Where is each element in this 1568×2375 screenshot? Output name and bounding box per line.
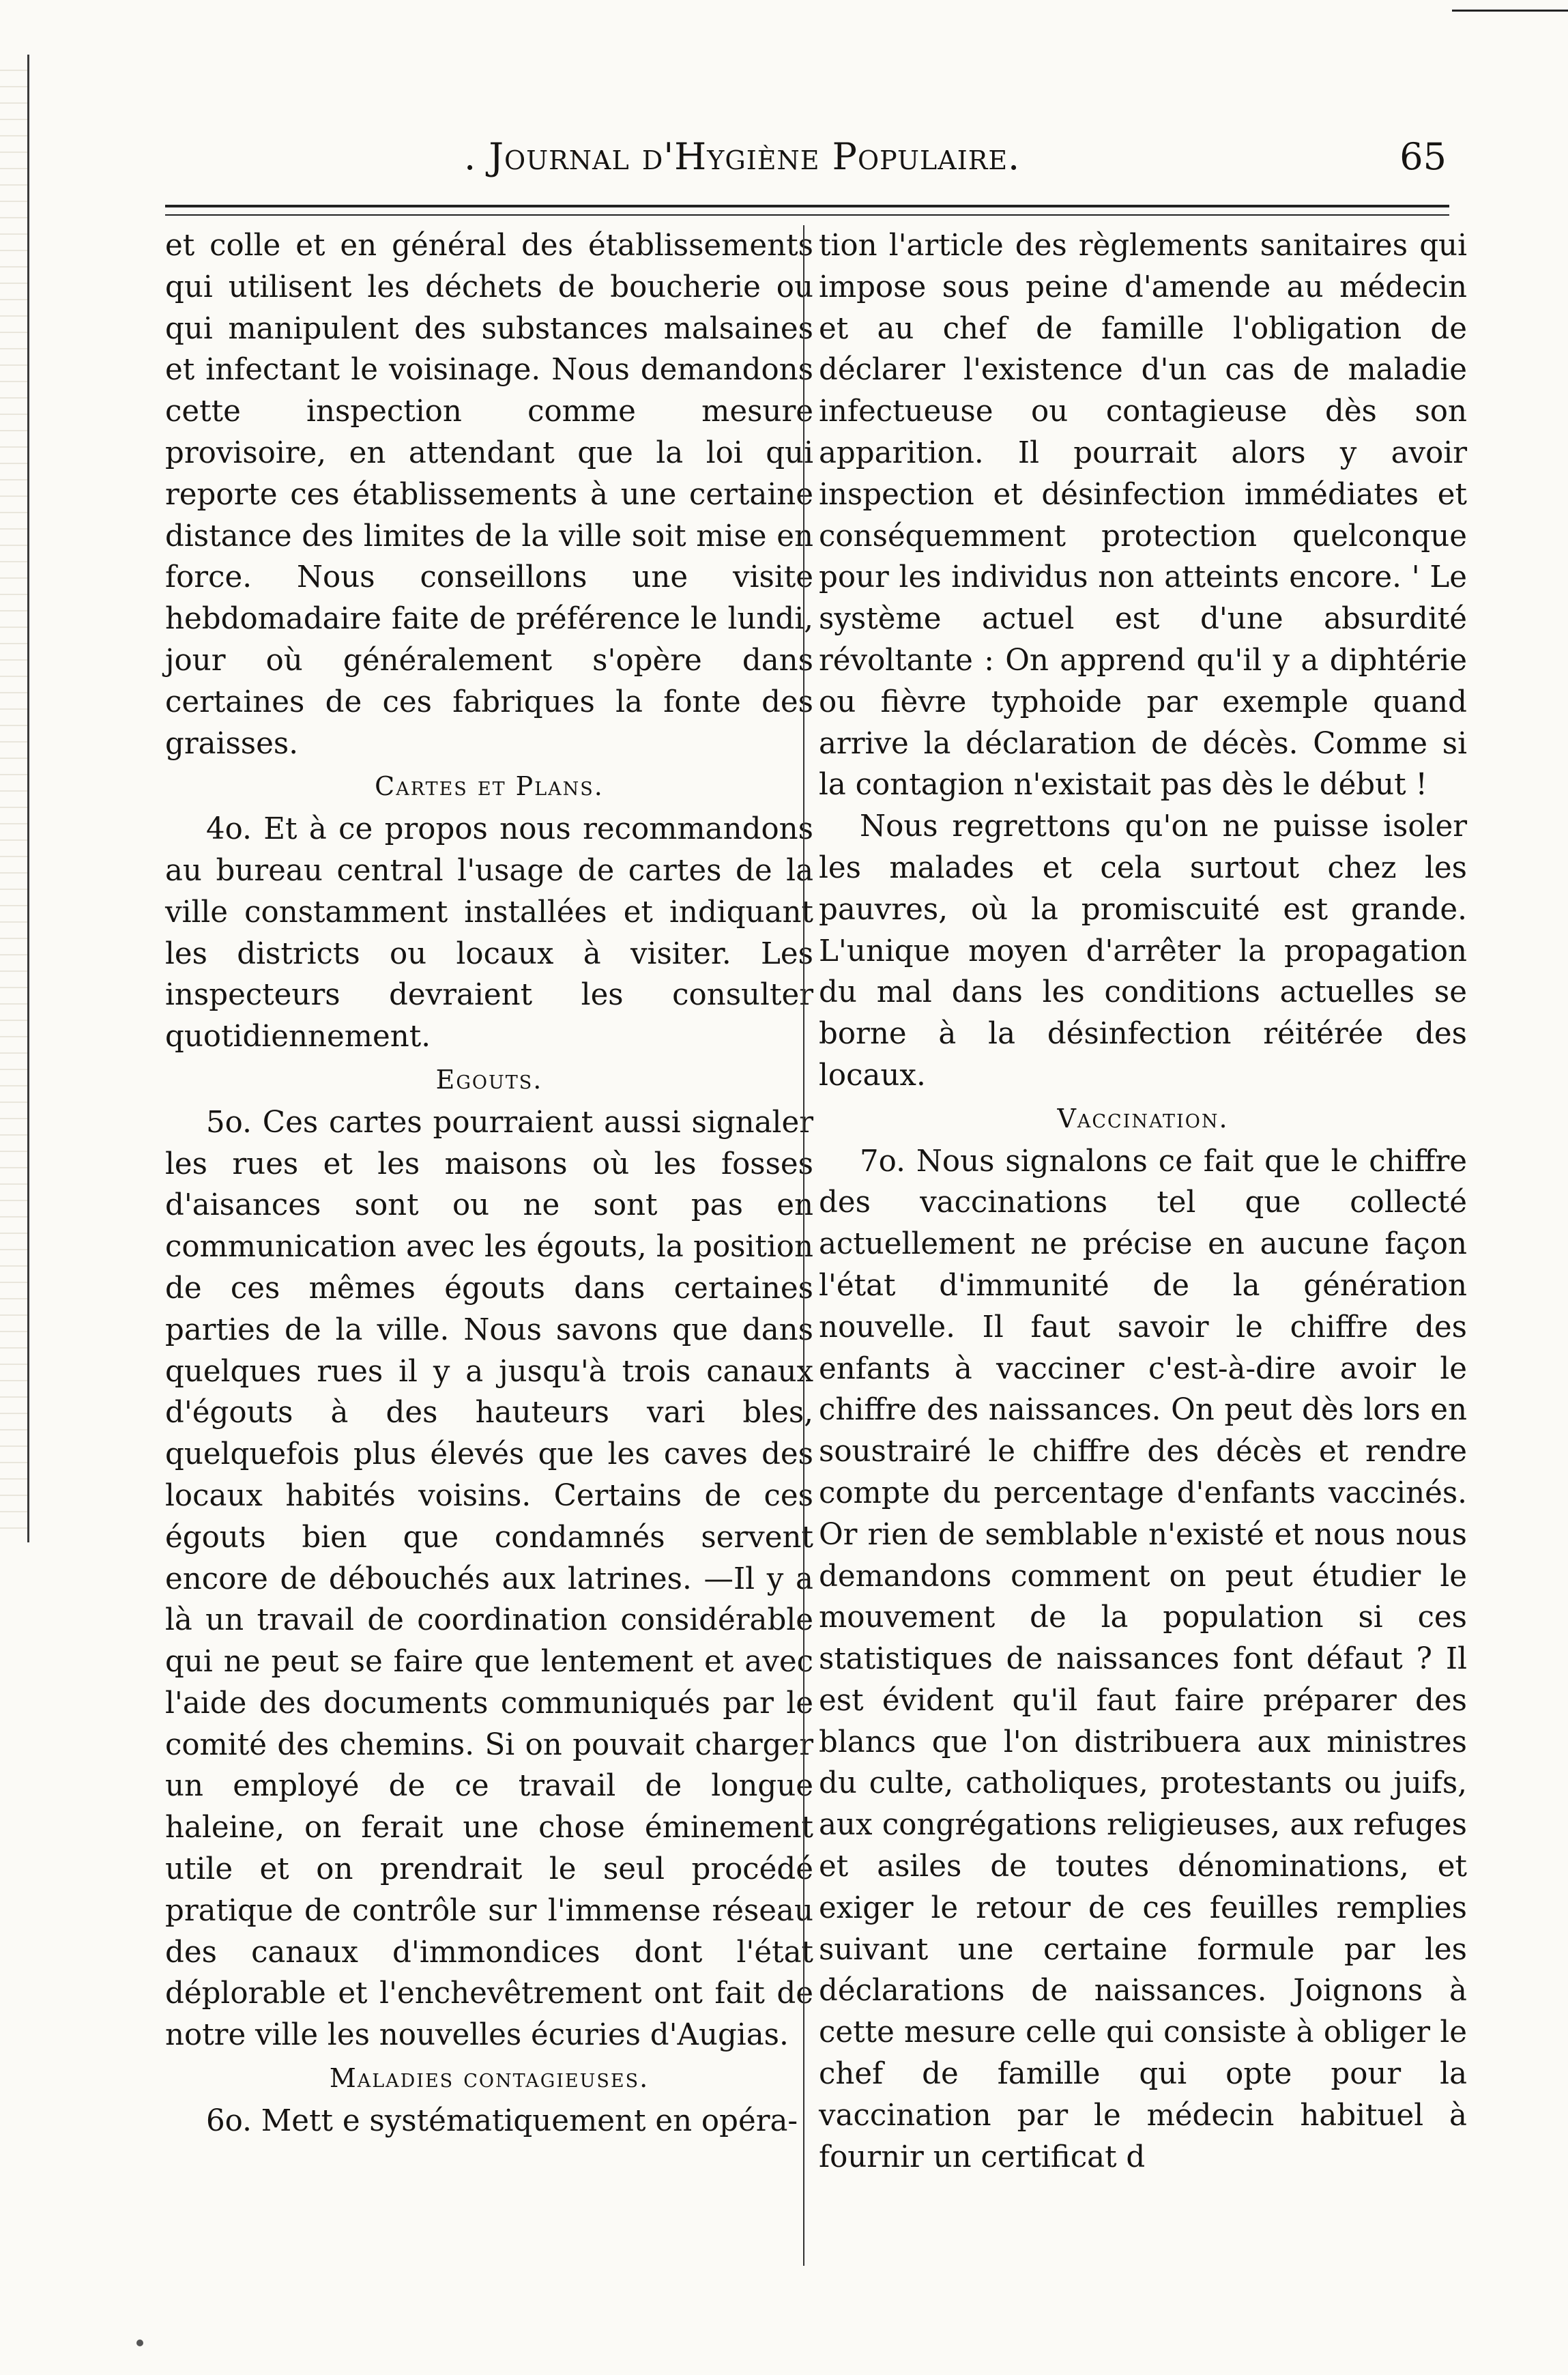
section-heading-maladies: Maladies contagieuses. <box>329 2063 650 2094</box>
paragraph: et colle et en général des établissements qui utilisent les déchets de boucherie ou qui manipulent des substances malsaines et infectant le voisinage. Nous demandons cette inspection comme mesure provisoire, en attendant que la loi qui reporte ces établissements à une certaine distance des limites de la ville soit mise en force. Nous conseillons une visite hebdomadaire faite de préférence le lundi, jour où généralement s'opère dans certaines de ces fabriques la fonte des graisses. <box>165 229 813 761</box>
header-rule <box>165 205 1449 216</box>
section-heading-egouts: Egouts. <box>435 1064 543 1095</box>
paragraph: 6o. Mett e systématiquement en opéra- <box>206 2103 798 2138</box>
running-head <box>164 135 1447 197</box>
section-heading-cartes: Cartes et Plans. <box>375 771 604 802</box>
paragraph: 7o. Nous signalons ce fait que le chiffre des vaccinations tel que collecté actuellement ne précise en aucune façon l'état d'immunité de la génération nouvelle. Il faut savoir le chiffre des enfants à vacciner c'est-à-dire avoir le chiffre des naissances. On peut dès lors en soustrairé le chiffre des décès et rendre compte du percentage d'enfants vaccinés. Or rien de semblable n'existé et nous nous demandons comment on peut étudier le mouvement de la population si ces statistiques de naissances font défaut ? Il est évident qu'il faut faire préparer des blancs que l'on distribuera aux ministres du culte, catholiques, protestants ou juifs, aux congrégations religieuses, aux refuges et asiles de toutes dénominations, et exiger le retour de ces feuilles remplies suivant une certaine formule par les déclarations de naissances. Joignons à cette mesure celle qui consiste à obliger le chef de famille qui opte pour la vaccination par le médecin habituel à fournir un certificat d <box>819 1144 1467 2174</box>
running-title: . Journal d'Hygiène Populaire. <box>464 135 1021 178</box>
column-divider <box>803 225 804 2266</box>
top-corner-rule <box>1452 10 1568 12</box>
paragraph: tion l'article des règlements sanitaires qui impose sous peine d'amende au médecin et au chef de famille l'obligation de déclarer l'existence d'un cas de maladie infectueuse ou contagieuse dès son apparition. Il pourrait alors y avoir inspection et désinfection immédiates et conséquemment protection quelconque pour les individus non atteints encore. ' Le système actuel est d'une absurdité révoltante : On apprend qu'il y a diphtérie ou fièvre typhoide par exemple quand arrive la déclaration de décès. Comme si la contagion n'existait pas dès le début ! <box>819 229 1467 803</box>
left-column <box>165 225 813 2142</box>
paragraph: Nous regrettons qu'on ne puisse isoler les malades et cela surtout chez les pauvres, où la promiscuité est grande. L'unique moyen d'arrêter la propagation du mal dans les conditions actuelles se borne à la désinfection réitérée des locaux. <box>819 809 1467 1093</box>
ink-speck <box>136 2340 143 2346</box>
page-number: 65 <box>1399 135 1447 178</box>
right-column <box>819 225 1467 2178</box>
paragraph: 4o. Et à ce propos nous recommandons au bureau central l'usage de cartes de la ville constamment installées et indiquant les districts ou locaux à visiter. Les inspecteurs devraient les consulter quotidiennement. <box>165 812 813 1054</box>
binding-edge <box>0 55 29 1542</box>
section-heading-vaccination: Vaccination. <box>1057 1103 1229 1134</box>
paragraph: 5o. Ces cartes pourraient aussi signaler les rues et les maisons où les fosses d'aisances sont ou ne sont pas en communication avec les égouts, la position de ces mêmes égouts dans certaines parties de la ville. Nous savons que dans quelques rues il y a jusqu'à trois canaux d'égouts à des hauteurs vari bles, quelquefois plus élevés que les caves des locaux habités voisins. Certains de ces égouts bien que condamnés servent encore de débouchés aux latrines. —Il y a là un travail de coordination considérable qui ne peut se faire que lentement et avec l'aide des documents communiqués par le comité des chemins. Si on pouvait charger un employé de ce travail de longue haleine, on ferait une chose éminement utile et on prendrait le seul procédé pratique de contrôle sur l'immense réseau des canaux d'immondices dont l'état déplorable et l'enchevêtrement ont fait de notre ville les nouvelles écuries d'Augias. <box>165 1105 813 2053</box>
